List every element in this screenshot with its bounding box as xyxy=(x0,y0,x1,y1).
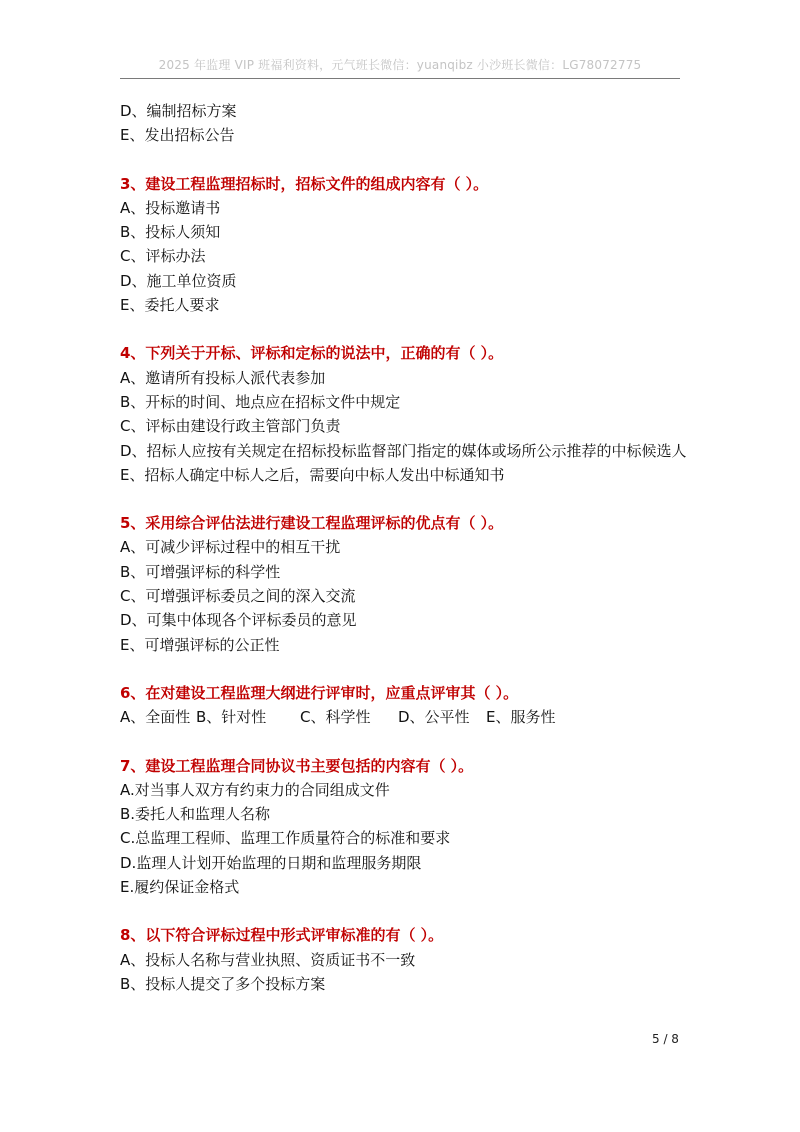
option-line: A、邀请所有投标人派代表参加 xyxy=(120,368,326,387)
option-line: D、编制招标方案 xyxy=(120,102,237,120)
option-line: A、可减少评标过程中的相互干扰 xyxy=(120,538,341,557)
option-line: C.总监理工程师、监理工作质量符合的标准和要求 xyxy=(120,829,451,848)
option-line: D、可集中体现各个评标委员的意见 xyxy=(120,611,357,630)
option-item: E、服务性 xyxy=(486,708,556,727)
option-line: A、投标人名称与营业执照、资质证书不一致 xyxy=(120,950,416,969)
option-line: D、招标人应按有关规定在招标投标监督部门指定的媒体或场所公示推荐的中标候选人 xyxy=(120,441,687,460)
option-line: C、评标由建设行政主管部门负责 xyxy=(120,417,341,436)
document-body xyxy=(120,99,690,996)
question-title: 5、采用综合评估法进行建设工程监理评标的优点有（ ）。 xyxy=(120,514,504,533)
option-line: B、投标人提交了多个投标方案 xyxy=(120,974,326,993)
option-item: B、针对性 xyxy=(196,708,267,727)
question-title: 7、建设工程监理合同协议书主要包括的内容有（ ）。 xyxy=(120,756,474,775)
option-line: A、投标邀请书 xyxy=(120,198,221,217)
option-line: E、可增强评标的公正性 xyxy=(120,635,280,654)
option-item: C、科学性 xyxy=(300,708,371,727)
option-line: E.履约保证金格式 xyxy=(120,878,240,897)
option-line: C、可增强评标委员之间的深入交流 xyxy=(120,587,356,606)
option-line: B.委托人和监理人名称 xyxy=(120,805,271,824)
option-line: E、招标人确定中标人之后，需要向中标人发出中标通知书 xyxy=(120,465,505,484)
option-line: B、投标人须知 xyxy=(120,223,221,242)
question-title: 3、建设工程监理招标时，招标文件的组成内容有（ ）。 xyxy=(120,174,489,193)
option-line: E、委托人要求 xyxy=(120,296,220,315)
option-line: B、可增强评标的科学性 xyxy=(120,562,281,581)
question-title: 8、以下符合评标过程中形式评审标准的有（ ）。 xyxy=(120,926,444,945)
option-line: D、施工单位资质 xyxy=(120,271,237,290)
question-title: 6、在对建设工程监理大纲进行评审时，应重点评审其（ ）。 xyxy=(120,683,519,702)
option-line: B、开标的时间、地点应在招标文件中规定 xyxy=(120,392,401,411)
option-line: E、发出招标公告 xyxy=(120,126,235,145)
page-header: 2025 年监理 VIP 班福利资料，元气班长微信：yuanqibz 小沙班长微信：LG78072775 xyxy=(158,58,642,72)
inline-options xyxy=(120,705,690,729)
option-item: D、公平性 xyxy=(398,708,470,727)
page-number: 5 / 8 xyxy=(652,1032,679,1046)
header-divider xyxy=(120,78,680,79)
option-line: C、评标办法 xyxy=(120,247,206,266)
option-item: A、全面性 xyxy=(120,708,191,727)
option-line: D.监理人计划开始监理的日期和监理服务期限 xyxy=(120,853,422,872)
option-line: A.对当事人双方有约束力的合同组成文件 xyxy=(120,780,390,799)
question-title: 4、下列关于开标、评标和定标的说法中，正确的有（ ）。 xyxy=(120,344,504,363)
